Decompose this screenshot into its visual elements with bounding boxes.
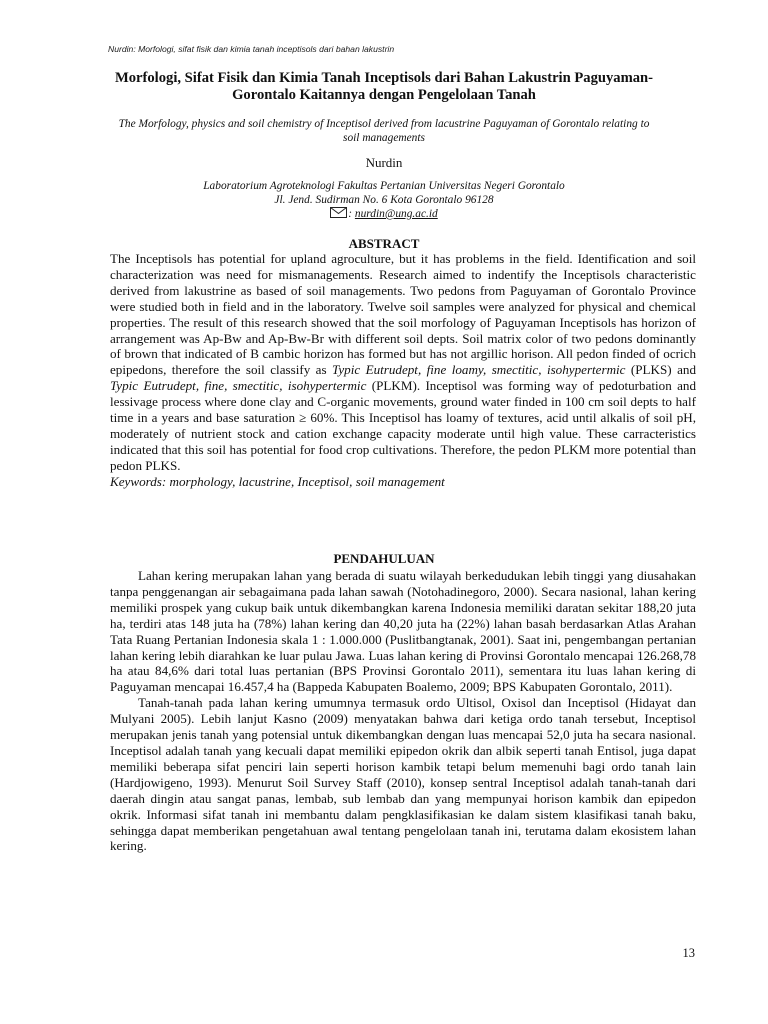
keywords: Keywords: morphology, lacustrine, Inceptisol, soil management — [110, 473, 445, 489]
abstract-classification-1: Typic Eutrudept, fine loamy, smectitic, isohypertermic — [332, 362, 626, 378]
abstract-heading: ABSTRACT — [348, 236, 420, 251]
abstract-text-1: The Inceptisols has potential for upland agroculture, but it has problems in the field. Identification and soil characterization was need for mismanagements. Research aimed to indentify the Inceptisols characteristic derived from lakustrine as based of soil managements. Two pedons from Paguyaman of Gorontalo Province were studied both in field and in the laboratory. Twelve soil samples were analyzed for physical and chemical properties. The result of this research showed that the soil morfology of Paguyaman Inceptisols has horizon of arrangement was Ap-Bw and Ap-Bw-Br with different soil depts. Soil matrix color of two pedons dominantly of brown that indicated of B cambic horizon has formed but has not argillic horison. All pedon finded of ocrich epipedons, therefore the soil classify as — [110, 251, 696, 378]
author-name: Nurdin — [365, 155, 403, 170]
envelope-icon — [330, 207, 347, 223]
author-affiliation — [0, 180, 768, 223]
paper-title: Morfologi, Sifat Fisik dan Kimia Tanah Inceptisols dari Bahan Lakustrin Paguyaman-Gorontalo Kaitannya dengan Pengelolaan Tanah — [114, 70, 654, 103]
page-number: 13 — [682, 946, 695, 960]
intro-paragraph-1: Lahan kering merupakan lahan yang berada di suatu wilayah berkedudukan lebih tinggi yang diusahakan tanpa penggenangan air sebagaimana pada lahan sawah (Notohadinegoro, 2000). Secara nasional, lahan kering memiliki prospek yang cukup baik untuk dikembangkan karena Indonesia memiliki daratan sekitar 188,20 juta ha, terdiri atas 148 juta ha (78%) lahan kering dan 40,20 juta ha (22%) lahan basah berdasarkan Atlas Arahan Tata Ruang Pertanian Indonesia skala 1 : 1.000.000 (Puslitbangtanak, 2001). Saat ini, pengembangan pertanian lahan kering lebih diarahkan ke luar pulau Jawa. Luas lahan kering di Provinsi Gorontalo mencapai 126.268,78 ha atau 84,6% dari total luas pertanian (BPS Provinsi Gorontalo 2011), sementara itu luas lahan kering di Paguyaman mencapai 16.457,4 ha (Bappeda Kabupaten Boalemo, 2009; BPS Kabupaten Gorontalo, 2011). — [110, 568, 696, 695]
intro-body — [110, 568, 696, 854]
abstract-paragraph — [110, 251, 696, 474]
affiliation-line-2: Jl. Jend. Sudirman No. 6 Kota Gorontalo 96128 — [274, 193, 494, 206]
abstract-text-2: (PLKS) and — [625, 362, 696, 378]
abstract-text-3: (PLKM). Inceptisol was forming way of pedoturbation and lessivage process where done clay and C-organic movements, ground water finded in 100 cm soil depts to half time in a years and base saturation ≥ 60%. This Inceptisol has loamy of textures, acid until alkalis of soil pH, moderately of nutrient stock and cation exchange capacity moderate until high value. These carracteristics indicated that this soil has potential for food crop cultivations. Therefore, the pedon PLKM more potential than pedon PLKS. — [110, 378, 697, 473]
email-prefix: : — [348, 208, 355, 220]
intro-paragraph-2: Tanah-tanah pada lahan kering umumnya termasuk ordo Ultisol, Oxisol dan Inceptisol (Hidayat dan Mulyani 2005). Lebih lanjut Kasno (2009) menyatakan bahwa dari ketiga ordo tanah tersebut, Inceptisol merupakan jenis tanah yang potensial untuk dikembangkan dengan luas mencapai 52,0 juta ha secara nasional. Inceptisol adalah tanah yang kecuali dapat memiliki epipedon okrik dan albik seperti tanah Entisol, juga dapat memiliki beberapa sifat penciri lain seperti horison kambik tetapi belum memenuhi bagi ordo tanah lain (Hardjowigeno, 1993). Menurut Soil Survey Staff (2010), konsep sentral Inceptisol adalah tanah-tanah dari daerah dingin atau sangat panas, lembab, sub lembab dan yang mempunyai horison kambik dan epipedon okrik. Informasi sifat tanah ini membantu dalam pengklasifikasian ke dalam sistem klasifikasi tanah baku, sehingga dapat memberikan pengetahuan awal tentang pengelolaan tanah ini, terutama dalam ekosistem lahan kering. — [110, 695, 696, 854]
abstract-body — [110, 251, 696, 490]
running-header: Nurdin: Morfologi, sifat fisik dan kimia tanah inceptisols dari bahan lakustrin — [108, 44, 395, 54]
author-email-link[interactable]: nurdin@ung.ac.id — [354, 208, 438, 220]
affiliation-line-1: Laboratorium Agroteknologi Fakultas Pertanian Universitas Negeri Gorontalo — [203, 180, 565, 192]
abstract-classification-2: Typic Eutrudept, fine, smectitic, isohypertermic — [110, 378, 367, 394]
affiliation-email-line — [0, 207, 768, 223]
paper-subtitle: The Morfology, physics and soil chemistry of Inceptisol derived from lacustrine Paguyaman of Gorontalo relating to soil managements — [118, 118, 650, 144]
intro-heading: PENDAHULUAN — [333, 551, 435, 566]
